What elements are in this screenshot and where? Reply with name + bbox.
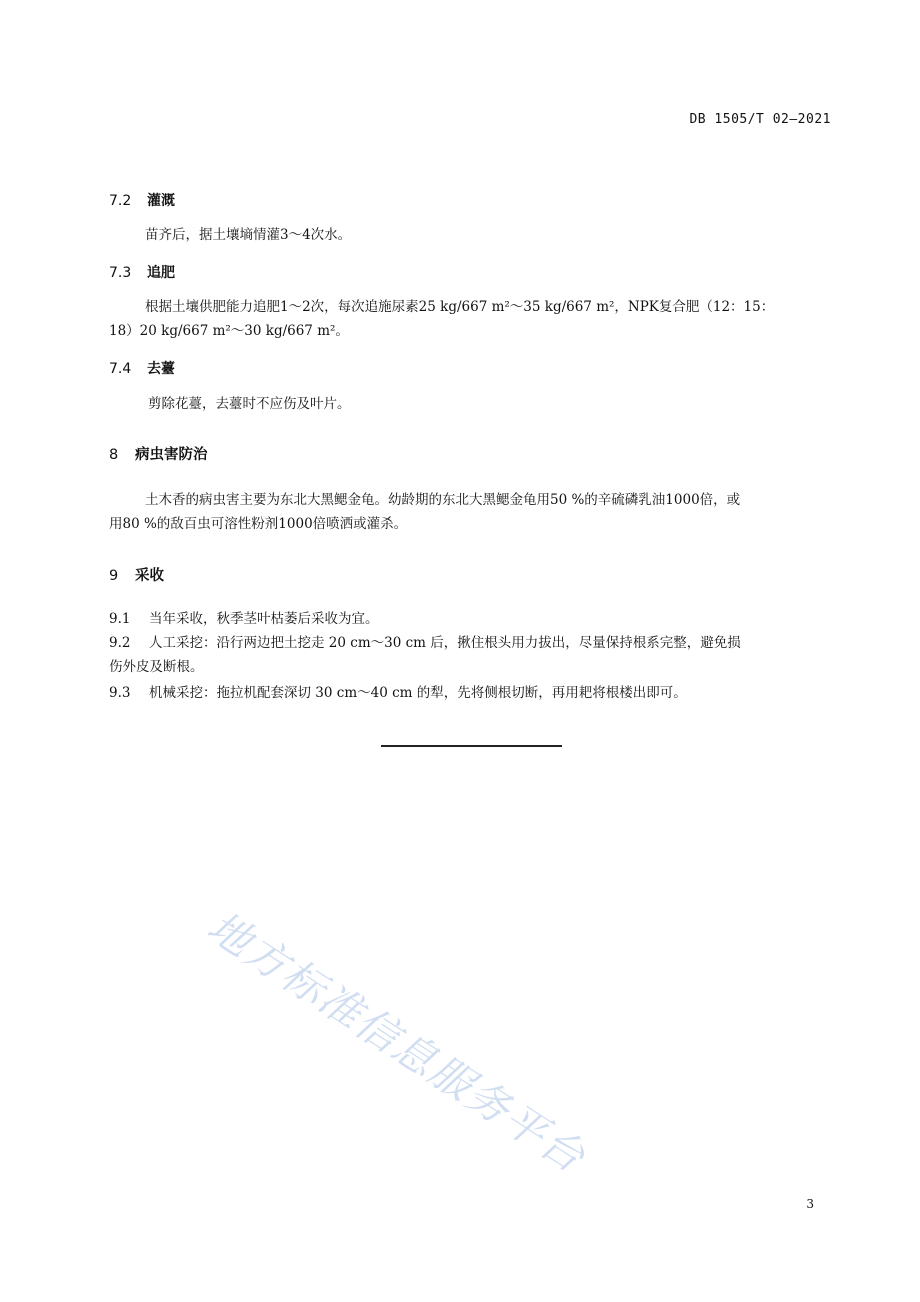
- item-text: 当年采收，秋季茎叶枯萎后采收为宜。: [149, 611, 379, 627]
- section-number: 7.4: [109, 361, 132, 377]
- section-9-heading: [109, 564, 164, 585]
- section-number: 9: [109, 568, 119, 584]
- section-7-3-line-1: 根据土壤供肥能力追肥1～2次，每次追施尿素25 kg/667 m²～35 kg/667 m²，NPK复合肥（12：15：: [145, 299, 775, 315]
- watermark: 地方标准信息服务平台: [198, 901, 595, 1183]
- section-9-1: [109, 608, 379, 631]
- section-7-3-line-2: 18）20 kg/667 m²～30 kg/667 m²。: [109, 323, 349, 339]
- item-text: 人工采挖：沿行两边把土挖走 20 cm～30 cm 后，揪住根头用力拔出，尽量保持根系完整，避免损: [149, 635, 741, 651]
- section-number: 8: [109, 447, 119, 463]
- section-9-3: [109, 682, 687, 705]
- section-7-4-heading: [109, 358, 175, 378]
- section-title: 追肥: [147, 265, 175, 281]
- page-number: 3: [806, 1197, 814, 1211]
- section-title: 去薹: [147, 361, 175, 377]
- section-8-line-2: 用80 %的敌百虫可溶性粉剂1000倍喷洒或灌杀。: [109, 516, 408, 532]
- section-title: 采收: [135, 568, 164, 584]
- section-title: 病虫害防治: [135, 447, 208, 463]
- section-9-2-continued: 伤外皮及断根。: [109, 659, 204, 675]
- section-8-heading: [109, 443, 208, 464]
- section-7-2-text: 苗齐后，据土壤墒情灌3～4次水。: [145, 227, 352, 243]
- item-number: 9.2: [109, 635, 131, 651]
- section-number: 7.3: [109, 265, 132, 281]
- section-7-2-heading: [109, 190, 175, 210]
- section-7-4-text: 剪除花薹，去薹时不应伤及叶片。: [148, 396, 351, 412]
- document-code: DB 1505/T 02—2021: [689, 112, 831, 127]
- item-text: 机械采挖：拖拉机配套深切 30 cm～40 cm 的犁，先将侧根切断，再用耙将根楼出即可。: [149, 685, 687, 701]
- section-8-line-1: 土木香的病虫害主要为东北大黑鳃金龟。幼龄期的东北大黑鳃金龟用50 %的辛硫磷乳油1000倍，或: [145, 492, 741, 508]
- section-7-3-heading: [109, 262, 175, 282]
- section-title: 灌溉: [147, 193, 175, 209]
- section-number: 7.2: [109, 193, 132, 209]
- item-number: 9.3: [109, 685, 131, 701]
- section-9-2: [109, 632, 741, 655]
- end-rule: [381, 745, 562, 747]
- item-number: 9.1: [109, 611, 131, 627]
